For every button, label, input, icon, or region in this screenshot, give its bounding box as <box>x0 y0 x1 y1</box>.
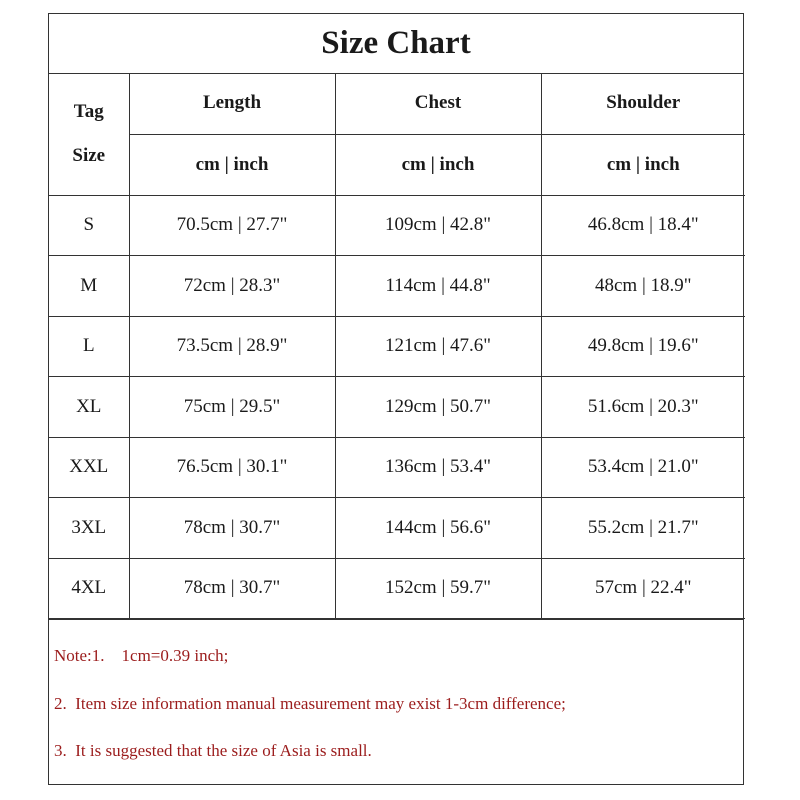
chest-cell: 114cm | 44.8" <box>335 256 541 317</box>
table-row <box>49 558 745 619</box>
table-row <box>49 195 745 256</box>
shoulder-cell: 48cm | 18.9" <box>541 256 745 317</box>
unit-length: cm | inch <box>129 134 335 195</box>
column-header-length: Length <box>129 73 335 134</box>
chest-cell: 152cm | 59.7" <box>335 558 541 619</box>
size-label: Size <box>72 144 106 166</box>
table-row <box>49 498 745 559</box>
column-header-shoulder: Shoulder <box>541 73 745 134</box>
page-title: Size Chart <box>49 14 743 74</box>
table-row <box>49 377 745 438</box>
chest-cell: 144cm | 56.6" <box>335 498 541 559</box>
length-cell: 72cm | 28.3" <box>129 256 335 317</box>
table-row <box>49 437 745 498</box>
tag-label: Tag <box>73 100 104 122</box>
shoulder-cell: 49.8cm | 19.6" <box>541 316 745 377</box>
size-cell: 4XL <box>49 558 129 619</box>
unit-shoulder: cm | inch <box>541 134 745 195</box>
length-cell: 73.5cm | 28.9" <box>129 316 335 377</box>
note-line-2: 2. Item size information manual measurement may exist 1-3cm difference; <box>54 694 566 713</box>
size-cell: S <box>49 195 129 256</box>
length-cell: 78cm | 30.7" <box>129 498 335 559</box>
length-cell: 75cm | 29.5" <box>129 377 335 438</box>
table-header-row <box>49 73 745 134</box>
chest-cell: 109cm | 42.8" <box>335 195 541 256</box>
shoulder-cell: 55.2cm | 21.7" <box>541 498 745 559</box>
size-cell: 3XL <box>49 498 129 559</box>
size-cell: L <box>49 316 129 377</box>
notes-section <box>49 619 743 784</box>
table-unit-row <box>49 134 745 195</box>
size-cell: M <box>49 256 129 317</box>
size-cell: XL <box>49 377 129 438</box>
shoulder-cell: 57cm | 22.4" <box>541 558 745 619</box>
unit-chest: cm | inch <box>335 134 541 195</box>
length-cell: 70.5cm | 27.7" <box>129 195 335 256</box>
shoulder-cell: 51.6cm | 20.3" <box>541 377 745 438</box>
shoulder-cell: 53.4cm | 21.0" <box>541 437 745 498</box>
column-header-chest: Chest <box>335 73 541 134</box>
size-chart-frame <box>48 13 744 785</box>
chest-cell: 136cm | 53.4" <box>335 437 541 498</box>
table-row <box>49 316 745 377</box>
tag-size-header <box>49 73 129 195</box>
table-row <box>49 256 745 317</box>
shoulder-cell: 46.8cm | 18.4" <box>541 195 745 256</box>
size-table <box>49 73 745 619</box>
chest-cell: 121cm | 47.6" <box>335 316 541 377</box>
note-line-1: Note:1. 1cm=0.39 inch; <box>54 646 229 665</box>
length-cell: 78cm | 30.7" <box>129 558 335 619</box>
length-cell: 76.5cm | 30.1" <box>129 437 335 498</box>
chest-cell: 129cm | 50.7" <box>335 377 541 438</box>
note-line-3: 3. It is suggested that the size of Asia is small. <box>54 741 372 760</box>
size-cell: XXL <box>49 437 129 498</box>
